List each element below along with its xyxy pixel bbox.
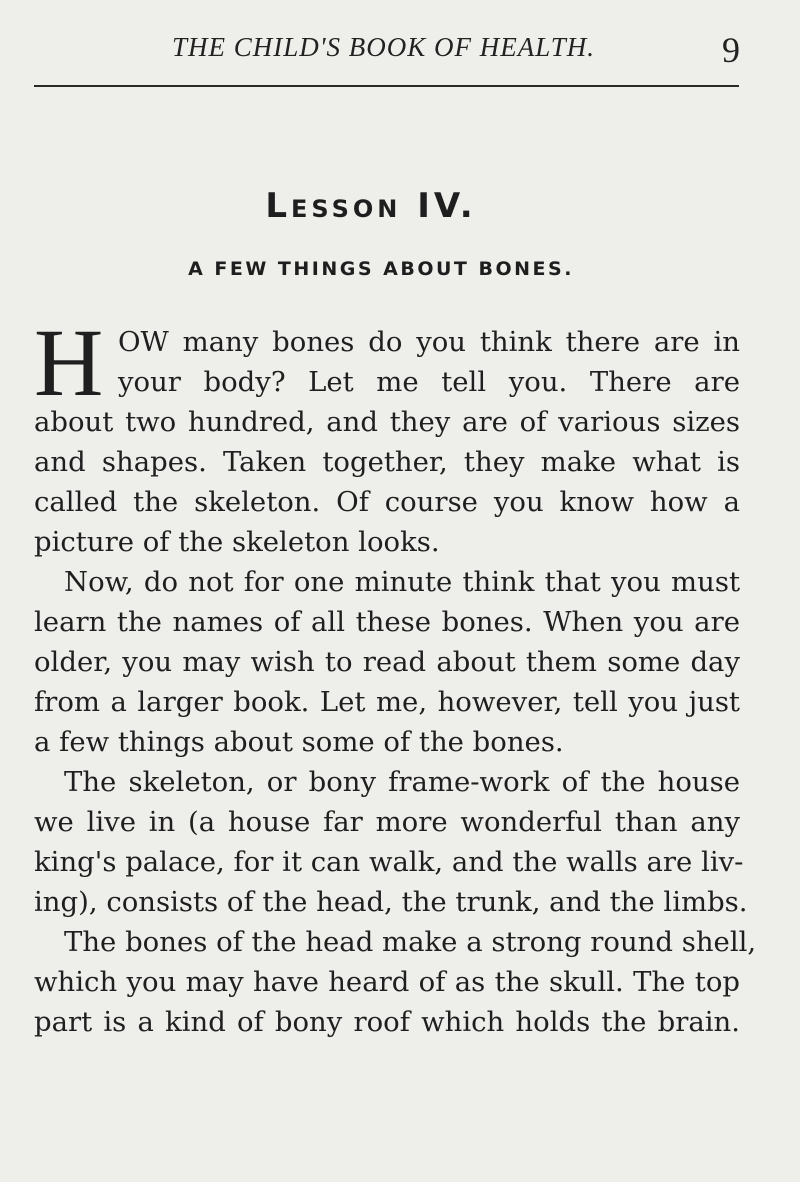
- text-line: your body? Let me tell you. There are: [118, 366, 740, 398]
- text-line: about two hundred, and they are of various sizes: [34, 406, 740, 438]
- text-line: ing), consists of the head, the trunk, and the limbs.: [34, 886, 748, 918]
- text-line: which you may have heard of as the skull. The top: [34, 966, 740, 998]
- text-line: part is a kind of bony roof which holds the brain.: [34, 1006, 740, 1038]
- text-line: king's palace, for it can walk, and the walls are liv-: [34, 846, 744, 878]
- text-line: older, you may wish to read about them some day: [34, 646, 740, 678]
- lesson-subheading: A FEW THINGS ABOUT BONES.: [188, 258, 574, 280]
- running-title: THE CHILD'S BOOK OF HEALTH.: [172, 32, 596, 62]
- text-line: picture of the skeleton looks.: [34, 526, 440, 558]
- header-rule: [34, 85, 739, 87]
- text-line: we live in (a house far more wonderful than any: [34, 806, 740, 838]
- drop-cap: H: [34, 309, 104, 416]
- text-line: OW many bones do you think there are in: [118, 326, 740, 358]
- text-line: The skeleton, or bony frame-work of the house: [64, 766, 740, 798]
- lesson-heading: Lesson IV.: [265, 186, 477, 226]
- text-line: called the skeleton. Of course you know how a: [34, 486, 740, 518]
- text-line: learn the names of all these bones. When you are: [34, 606, 740, 638]
- text-line: and shapes. Taken together, they make what is: [34, 446, 740, 478]
- running-head: [0, 30, 800, 80]
- page-number: 9: [722, 30, 740, 70]
- text-line: The bones of the head make a strong round shell,: [64, 926, 757, 958]
- text-line: from a larger book. Let me, however, tell you just: [34, 686, 740, 718]
- text-line: a few things about some of the bones.: [34, 726, 564, 758]
- text-line: Now, do not for one minute think that you must: [64, 566, 740, 598]
